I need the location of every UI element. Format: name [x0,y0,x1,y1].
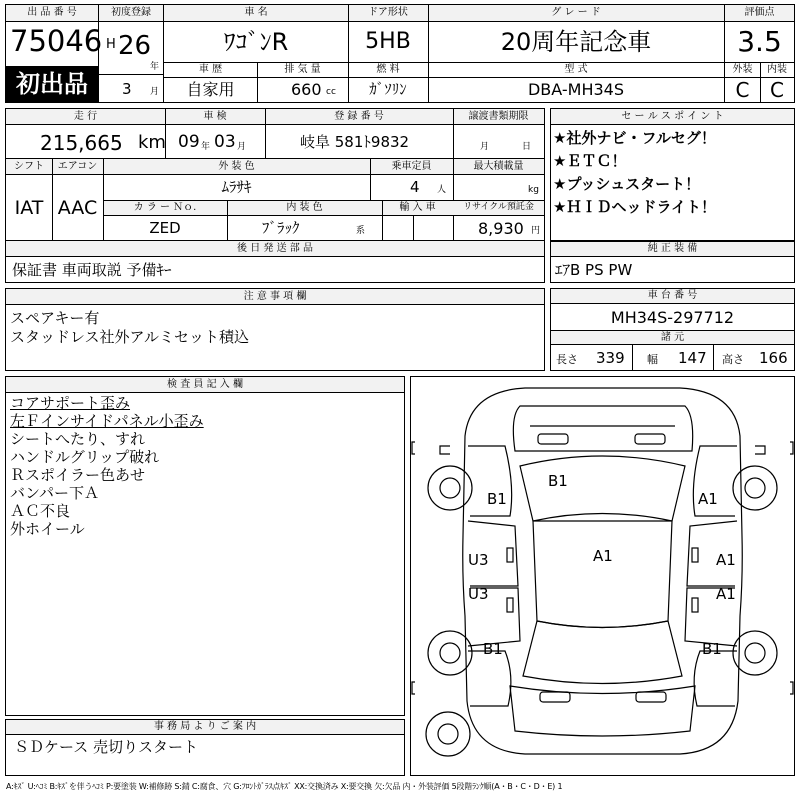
registration-era: H [106,37,116,52]
office-notice-label: 事 務 局 よ り ご 案 内 [153,721,257,732]
inspector-line-7: ＡＣ不良 [10,502,71,520]
sales-point-3: ★プッシュスタート！ [553,175,701,193]
score-label: 評価点 [744,7,775,18]
width-label: 幅 [647,353,658,366]
recycle-deposit-unit: 円 [531,226,541,236]
displacement: 660 [291,80,322,99]
car-name: ﾜｺﾞﾝR [223,28,289,56]
max-load-label: 最大積載量 [473,161,524,172]
capacity-unit: 人 [437,185,447,195]
transfer-docs-label: 譲渡書類期限 [468,111,529,122]
plate-label: 登 録 番 号 [334,111,384,122]
interior-color-suffix: 系 [356,226,366,236]
month-unit: 月 [150,87,160,97]
notes-label: 注 意 事 項 欄 [243,291,307,302]
model-code: DBA-MH34S [527,80,624,99]
history-label: 車 歴 [198,64,223,75]
exterior-color-label: 外 装 色 [218,161,255,172]
inspection-month: 03 [214,132,236,152]
aircon-type: AAC [57,197,98,219]
inspection-label: 車 検 [203,111,227,122]
inspector-line-1: コアサポート歪み [10,394,131,412]
fuel-type: ｶﾞｿﾘﾝ [369,80,407,98]
displacement-label: 排 気 量 [284,64,321,75]
dimensions-label: 諸 元 [660,332,685,343]
interior-color-label: 内 装 色 [286,202,323,213]
length: 339 [596,349,625,367]
chassis-label: 車 台 番 号 [647,290,698,301]
car-name-label: 車 名 [244,7,268,18]
inspection-year-unit: 年 [201,142,211,152]
mark-left-front-door: U3 [468,551,489,569]
color-number: ZED [149,219,181,237]
model-code-label: 型 式 [564,64,588,75]
exterior-color: ﾑﾗｻｷ [221,178,252,196]
fuel-label: 燃 料 [376,64,400,75]
mark-left-rear-door: U3 [468,585,489,603]
lot-number: 75046 [10,24,103,58]
mileage-unit: km [138,132,166,153]
evaluation-score: 3.5 [737,25,782,58]
later-parts-label: 後 日 発 送 部 品 [237,243,313,254]
interior-grade: C [770,78,784,102]
shift-label: シフト [14,161,44,172]
chassis-number: MH34S-297712 [610,308,735,327]
max-load-unit: kg [528,185,539,195]
mark-left-rear-fender: B1 [483,640,503,658]
grade-label: グ レ ー ド [551,7,601,18]
height: 166 [759,349,788,367]
inspector-line-5: Ｒスポイラー色あせ [10,466,146,484]
sales-points-label: セ ー ル ス ポ イ ン ト [621,111,724,122]
width: 147 [678,349,707,367]
car-diagram [410,376,795,776]
grade: 20周年記念車 [500,28,652,56]
inspection-month-unit: 月 [237,142,247,152]
inspector-line-2: 左Ｆインサイドパネル小歪み [10,412,204,430]
mileage: 215,665 [40,131,123,155]
mark-left-front-fender: B1 [487,490,507,508]
interior-color: ﾌﾞﾗｯｸ [262,219,300,237]
year-unit: 年 [150,62,160,72]
inspector-line-6: バンパー下Ａ [10,484,99,502]
transfer-day-unit: 日 [522,142,532,152]
plate-number: 岐阜 581ﾄ9832 [300,133,410,151]
sales-point-1: ★社外ナビ・フルセグ！ [553,129,716,147]
registration-month: 3 [122,80,132,98]
mark-roof: A1 [593,547,613,565]
shift-type: IAT [14,197,44,219]
recycle-deposit: 8,930 [478,219,524,238]
sales-point-4: ★ＨＩＤヘッドライト！ [553,198,716,216]
mileage-label: 走 行 [73,111,98,122]
mark-hood: B1 [548,472,568,490]
door-type-label: ドア形状 [368,7,408,18]
length-label: 長さ [556,353,578,366]
first-listing-badge: 初出品 [6,66,98,102]
first-registration-label: 初度登録 [111,7,151,18]
inspection-year: 09 [178,132,200,152]
displacement-unit: cc [326,87,336,97]
aircon-label: エアコン [57,161,98,172]
height-label: 高さ [722,353,744,366]
import-label: 輸 入 車 [399,202,436,213]
inspector-line-3: シートへたり、すれ [10,430,146,448]
capacity-label: 乗車定員 [391,161,432,172]
mark-right-rear-door: A1 [716,585,736,603]
inspector-line-8: 外ホイール [10,520,85,538]
interior-grade-label: 内装 [767,64,787,75]
exterior-grade-label: 外装 [732,64,753,75]
capacity: 4 [410,178,420,196]
inspector-line-4: ハンドルグリップ破れ [10,448,160,466]
registration-year: 26 [118,31,152,61]
inspector-label: 検 査 員 記 入 欄 [167,379,243,390]
legend: A:ｷｽﾞ U:ﾍｺﾐ B:ｷｽﾞを伴うﾍｺﾐ P:要塗装 W:補修跡 S:錆 C:腐食、穴 G:ﾌﾛﾝﾄｶﾞﾗｽ点ｷｽﾞ XX:交換済み X:要交換 欠:欠品 内・外装評価 5段階ﾗﾝｸ順(A・B・C・D・E) 1 [6,782,563,791]
equipment: ｴｱB PS PW [555,261,633,279]
color-no-label: カ ラ ー Ｎｏ. [133,202,197,213]
mark-right-front-door: A1 [716,551,736,569]
recycle-deposit-label: リサイクル預託金 [463,202,534,212]
mark-right-front-fender: A1 [698,490,718,508]
mark-right-rear-fender: B1 [702,640,722,658]
notes-line-1: スペアキー有 [10,309,100,327]
lot-number-label: 出 品 番 号 [27,7,77,18]
exterior-grade: C [735,78,750,102]
equipment-label: 純 正 装 備 [647,243,698,254]
sales-point-2: ★ＥＴＣ！ [553,152,627,170]
transfer-month-unit: 月 [480,142,490,152]
office-notice: ＳＤケース 売切りスタート [14,738,199,756]
car-history: 自家用 [186,80,235,99]
notes-line-2: スタッドレス社外アルミセット積込 [10,328,249,346]
door-type: 5HB [365,29,411,54]
later-parts: 保証書 車両取説 予備ｷｰ [12,261,172,279]
